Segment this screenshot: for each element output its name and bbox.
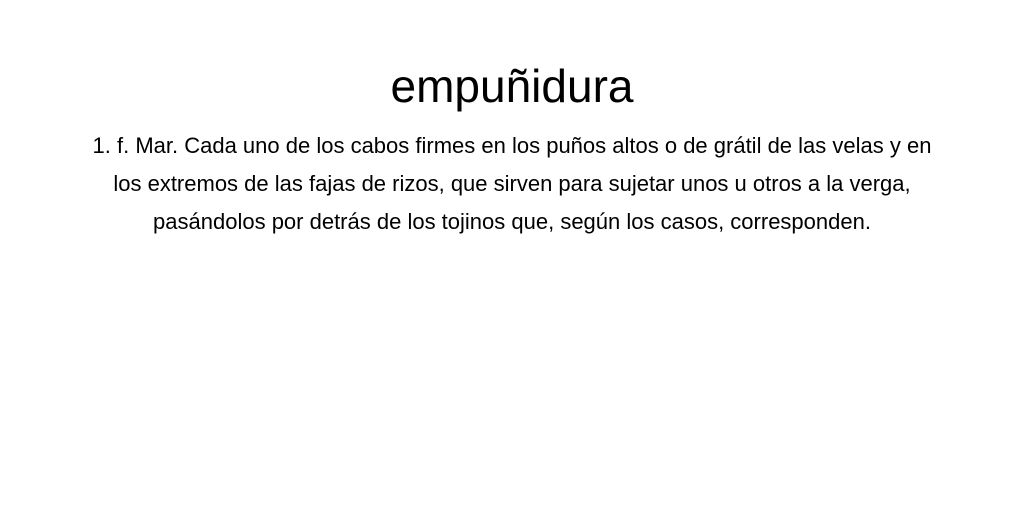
entry-definition: 1. f. Mar. Cada uno de los cabos firmes en los puños altos o de grátil de las velas y en los extremos de las fajas de rizos, que sirven para sujetar unos u otros a la verga, pasándolos por detrás de los tojinos que, según los casos, corresponden. [92,133,932,234]
entry-headword: empuñidura [390,60,634,112]
